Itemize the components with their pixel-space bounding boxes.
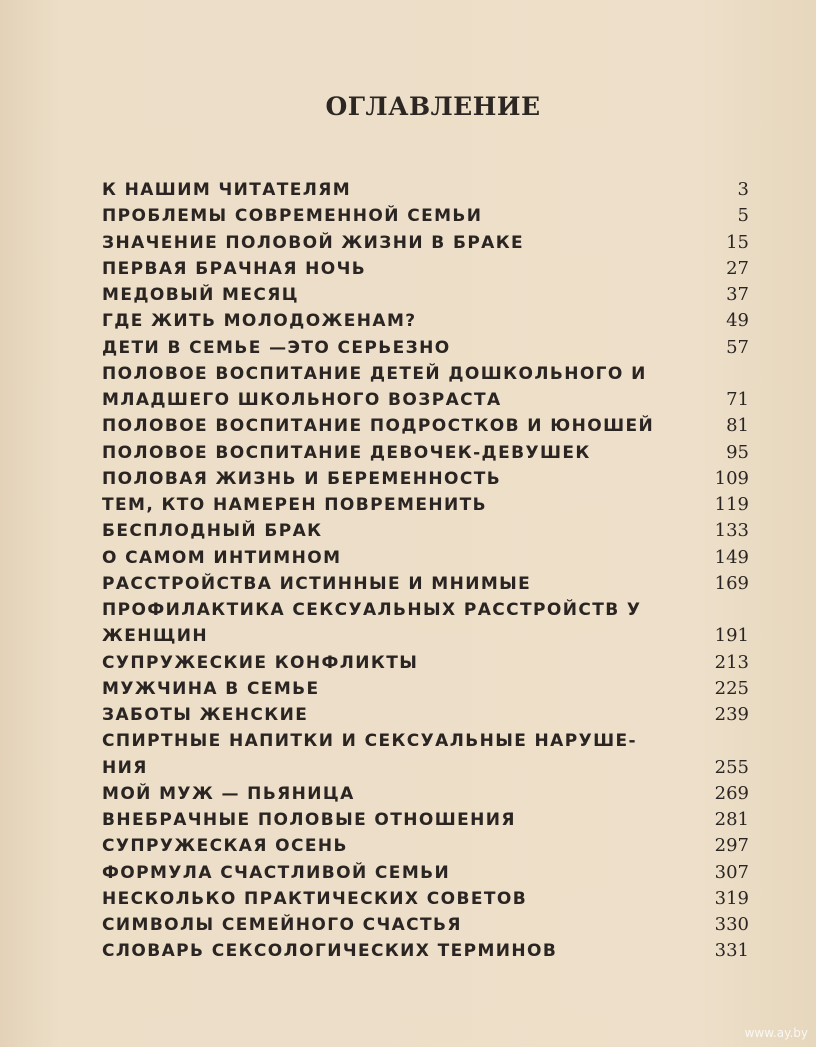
toc-entry-line [102, 860, 762, 886]
toc-page-number: 57 [726, 337, 749, 358]
toc-page-number: 109 [714, 468, 749, 489]
toc-page-number: 330 [714, 914, 749, 935]
toc-page-number: 319 [714, 888, 749, 909]
toc-page-number: 95 [726, 442, 749, 463]
toc-entry-line [102, 781, 762, 807]
toc-entry-line [102, 912, 762, 938]
toc-entry-line [102, 177, 762, 203]
toc-entry-line [102, 755, 762, 781]
toc-page-number: 331 [714, 940, 749, 961]
page-title: ОГЛАВЛЕНИЕ [325, 92, 541, 121]
toc-page-number: 269 [714, 783, 749, 804]
toc-entry-line [102, 492, 762, 518]
toc-entry-title: МЛАДШЕГО ШКОЛЬНОГО ВОЗРАСТА [102, 390, 502, 410]
toc-entry-title: НИЯ [102, 758, 148, 778]
toc-entry-line [102, 676, 762, 702]
toc-entry-line [102, 230, 762, 256]
toc-entry-title: СУПРУЖЕСКИЕ КОНФЛИКТЫ [102, 653, 419, 673]
toc-entry-title: ПОЛОВОЕ ВОСПИТАНИЕ ДЕВОЧЕК-ДЕВУШЕК [102, 443, 591, 463]
toc-entry-line [102, 203, 762, 229]
toc-page-number: 169 [714, 573, 749, 594]
toc-entry-line [102, 413, 762, 439]
toc-entry-title: ФОРМУЛА СЧАСТЛИВОЙ СЕМЬИ [102, 863, 451, 883]
toc-entry-line [102, 335, 762, 361]
toc-page-number: 81 [726, 415, 749, 436]
toc-page-number: 297 [714, 835, 749, 856]
toc-entry-line [102, 308, 762, 334]
toc-page-number: 3 [737, 179, 749, 200]
toc-entry-title: СЛОВАРЬ СЕКСОЛОГИЧЕСКИХ ТЕРМИНОВ [102, 941, 558, 961]
toc-entry-title: ПОЛОВОЕ ВОСПИТАНИЕ ПОДРОСТКОВ И ЮНОШЕЙ [102, 416, 655, 436]
toc-entry-title: ЗАБОТЫ ЖЕНСКИЕ [102, 705, 309, 725]
toc-entry-title: ВНЕБРАЧНЫЕ ПОЛОВЫЕ ОТНОШЕНИЯ [102, 810, 516, 830]
toc-entry-title: ЖЕНЩИН [102, 626, 209, 646]
toc-entry-line [102, 807, 762, 833]
toc-page-number: 15 [726, 232, 749, 253]
toc-entry-title: ПРОБЛЕМЫ СОВРЕМЕННОЙ СЕМЬИ [102, 206, 483, 226]
toc-entry-title: ТЕМ, КТО НАМЕРЕН ПОВРЕМЕНИТЬ [102, 495, 487, 515]
toc-entry-title: БЕСПЛОДНЫЙ БРАК [102, 521, 323, 541]
toc-entry-line [102, 440, 762, 466]
toc-entry-title: ГДЕ ЖИТЬ МОЛОДОЖЕНАМ? [102, 311, 417, 331]
toc-page-number: 149 [714, 547, 749, 568]
toc-entry-line [102, 466, 762, 492]
toc-entry-title: НЕСКОЛЬКО ПРАКТИЧЕСКИХ СОВЕТОВ [102, 889, 528, 909]
toc-page-number: 119 [714, 494, 749, 515]
toc-entry-title: ЗНАЧЕНИЕ ПОЛОВОЙ ЖИЗНИ В БРАКЕ [102, 233, 525, 253]
toc-entry-title: ПОЛОВОЕ ВОСПИТАНИЕ ДЕТЕЙ ДОШКОЛЬНОГО И [102, 364, 647, 384]
toc-entry-title: СИМВОЛЫ СЕМЕЙНОГО СЧАСТЬЯ [102, 915, 462, 935]
toc-page-number: 191 [714, 625, 749, 646]
toc-entry-title: МОЙ МУЖ — ПЬЯНИЦА [102, 784, 355, 804]
toc-entry-title: МЕДОВЫЙ МЕСЯЦ [102, 285, 299, 305]
toc-page-number: 49 [726, 310, 749, 331]
toc-entry-line [102, 650, 762, 676]
toc-page-number: 225 [714, 678, 749, 699]
toc-entry-title: СУПРУЖЕСКАЯ ОСЕНЬ [102, 836, 348, 856]
toc-entry-line [102, 597, 762, 623]
toc-page-number: 255 [714, 757, 749, 778]
toc-entry-title: ДЕТИ В СЕМЬЕ —ЭТО СЕРЬЕЗНО [102, 338, 451, 358]
toc-page-number: 133 [714, 520, 749, 541]
toc-page-number: 307 [714, 862, 749, 883]
toc-entry-line [102, 938, 762, 964]
toc-entry-line [102, 518, 762, 544]
toc-entry-line [102, 361, 762, 387]
toc-page-number: 213 [714, 652, 749, 673]
toc-entry-title: К НАШИМ ЧИТАТЕЛЯМ [102, 180, 352, 200]
toc-page-number: 281 [714, 809, 749, 830]
watermark: www.ay.by [744, 1026, 808, 1040]
toc-page-number: 27 [726, 258, 749, 279]
toc-entry-title: ПЕРВАЯ БРАЧНАЯ НОЧЬ [102, 259, 367, 279]
toc-entry-title: МУЖЧИНА В СЕМЬЕ [102, 679, 320, 699]
toc-page-number: 71 [726, 389, 749, 410]
toc-entry-line [102, 702, 762, 728]
toc-entry-line [102, 256, 762, 282]
toc-page-number: 5 [737, 205, 749, 226]
toc-entry-line [102, 728, 762, 754]
toc-entry-title: О САМОМ ИНТИМНОМ [102, 548, 342, 568]
toc-page-number: 37 [726, 284, 749, 305]
toc-entry-title: СПИРТНЫЕ НАПИТКИ И СЕКСУАЛЬНЫЕ НАРУШЕ- [102, 731, 637, 751]
toc-entry-line [102, 387, 762, 413]
toc-entry-line [102, 545, 762, 571]
toc-entry-line [102, 571, 762, 597]
toc-entry-line [102, 282, 762, 308]
toc-entry-title: ПРОФИЛАКТИКА СЕКСУАЛЬНЫХ РАССТРОЙСТВ У [102, 600, 642, 620]
toc-entry-line [102, 833, 762, 859]
toc-entry-title: РАССТРОЙСТВА ИСТИННЫЕ И МНИМЫЕ [102, 574, 532, 594]
toc-page-number: 239 [714, 704, 749, 725]
toc-entry-line [102, 623, 762, 649]
toc-entry-line [102, 886, 762, 912]
toc-entry-title: ПОЛОВАЯ ЖИЗНЬ И БЕРЕМЕННОСТЬ [102, 469, 502, 489]
